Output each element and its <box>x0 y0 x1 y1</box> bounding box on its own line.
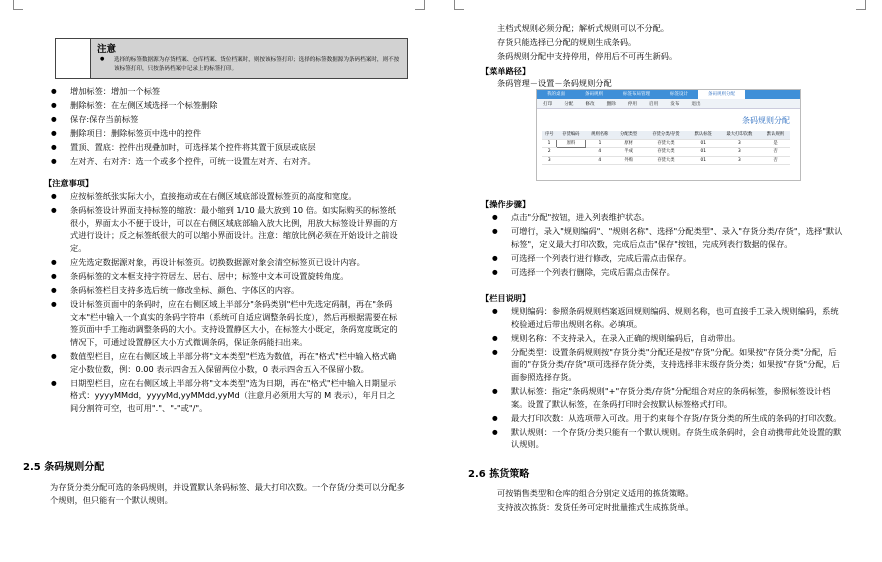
list-item: ● 增加标签：增加一个标签 <box>48 85 418 98</box>
table-row[interactable] <box>542 148 790 157</box>
list-item: ● 可选择一个列表行进行修改，完成后需点击保存。 <box>489 252 844 265</box>
list-item: ● 应按标签纸张实际大小，直接拖动或在右侧区域底部设置标签页的高度和宽度。 <box>48 190 398 203</box>
cell: 4 <box>585 156 614 165</box>
cell: 4 <box>585 148 614 157</box>
list-item: ● 删除项目：删除标签页中选中的控件 <box>48 127 418 140</box>
cell <box>556 156 585 165</box>
cell: 3 <box>718 148 761 157</box>
list-item: ● 数值型栏目，应在右侧区域上半部分将"文本类型"栏选为数值，再在"格式"栏中输入格式确定小数位数，例：0.00 表示四舍五入保留两位小数，0 表示四舍五入不保留小数。 <box>48 350 398 375</box>
cell: 外购 <box>614 156 643 165</box>
column-header[interactable]: 存货分类/存货 <box>643 131 689 139</box>
crop-mark <box>415 0 425 10</box>
list-item: ● 默认规则：一个存货/分类只能有一个默认规则。存货生成条码时，会自动携带此处设置的默认规则。 <box>489 426 844 451</box>
note-box <box>55 38 408 79</box>
section-2-6-line: 可按销售类型和仓库的组合分别定义适用的拣货策略。 <box>497 488 694 498</box>
cell: 3 <box>718 139 761 148</box>
note-icon-area <box>56 39 91 78</box>
section-2-6-line: 支持波次拣货：发货任务可定时批量推式生成拣货单。 <box>497 502 694 512</box>
list-item: ● 日期型栏目，应在右侧区域上半部分将"文本类型"选为日期，再在"格式"栏中输入日期显示格式：yyyyMMdd，yyyyMd,yyMMdd,yyMd（注意月必须用大写的 M 表示），年月日之间分割符可空，也可用"."、"-"或"/"。 <box>48 377 398 415</box>
list-item: ● 最大打印次数：从选项带入可改。用于约束每个存货/存货分类的所生成的条码的打印次数。 <box>489 412 844 425</box>
list-item: ● 规则名称：不支持录入，在录入正确的规则编码后，自动带出。 <box>489 332 844 345</box>
toolbar-function-list <box>48 85 418 170</box>
enable-button[interactable]: 启用 <box>649 101 659 107</box>
edit-button[interactable]: 修改 <box>585 101 595 107</box>
list-item: ● 置顶、置底：控件出现叠加时，可选择某个控件将其置于顶层或底层 <box>48 141 418 154</box>
assign-button[interactable]: 分配 <box>564 101 574 107</box>
crop-mark <box>13 0 23 10</box>
delete-button[interactable]: 删除 <box>606 101 616 107</box>
column-header[interactable]: 规则名称 <box>585 131 614 139</box>
cell: 2 <box>542 148 556 157</box>
right-page <box>441 0 882 562</box>
list-item: ● 条码标签设计界面支持标签的缩放：最小缩到 1/10 最大放到 10 倍。如实际购买的标签纸很小，界面太小不便于设计，可以在右侧区域底部输入放大比例，用放大标签设计界面的方式进行设计；反之标签纸很大的可以缩小界面设计。注意：缩放比例必须在开始设计之前设定。 <box>48 204 398 254</box>
table-row[interactable] <box>542 156 790 165</box>
cell: 1 <box>585 139 614 148</box>
column-header[interactable]: 存货编码 <box>556 131 585 139</box>
list-item: ● 可选择一个列表行删除，完成后需点击保存。 <box>489 266 844 279</box>
intro-line: 主档式规则必须分配；解析式规则可以不分配。 <box>497 23 669 33</box>
column-desc-list <box>489 305 844 453</box>
column-desc-header: 【栏目说明】 <box>481 293 531 303</box>
cell: 01 <box>689 156 718 165</box>
app-toolbar <box>537 99 800 109</box>
section-title-2-5: 2.5 条码规则分配 <box>23 462 105 473</box>
menu-path: 条码管理－设置－条码规则分配 <box>497 78 612 88</box>
tab-desktop[interactable]: 我的桌面 <box>547 92 565 97</box>
rule-table <box>542 131 790 165</box>
cell: 01 <box>689 139 718 148</box>
app-page-title: 条码规则分配 <box>742 116 790 125</box>
cell: 存货大类 <box>643 139 689 148</box>
cell: 否 <box>761 148 790 157</box>
publish-button[interactable]: 发布 <box>670 101 680 107</box>
list-item: ● 规则编码：参照条码规则档案返回规则编码、规则名称，也可直接手工录入规则编码，系统校验通过后带出规则名称。必填项。 <box>489 305 844 330</box>
exit-button[interactable]: 退出 <box>691 101 701 107</box>
list-item: ● 设计标签页面中的条码时，应在右侧区域上半部分"条码类别"栏中先选定码制，再在"条码文本"栏中输入一个真实的条码字符串（系统可自适应调整条码长度），然后再根据需要在标签页面中手工拖动调整条码的大小。支持设置静区大小，在标签大小既定，条码宽度既定的情况下，可通过设置静区大小方式微调条码，保证条码能扫出来。 <box>48 298 398 348</box>
column-header[interactable]: 最大打印次数 <box>718 131 761 139</box>
disable-button[interactable]: 停用 <box>627 101 638 107</box>
bullet-icon: ● <box>100 56 105 62</box>
list-item: ● 分配类型：设置条码规则按"存货分类"分配还是按"存货"分配。如果按"存货分类"分配，后面的"存货分类/存货"项可选择存货分类，支持选择非末级存货分类；如果按"存货"分配，后面参照选择存货。 <box>489 346 844 384</box>
app-title-bar <box>537 109 800 131</box>
operation-header: 【操作步骤】 <box>481 199 531 209</box>
note-title: 注意 <box>97 44 117 55</box>
section-2-5-body: 为存货分类分配可选的条码规则，并设置默认条码标签、最大打印次数。一个存货/分类可以分配多个规则，但只能有一个默认规则。 <box>50 482 405 505</box>
cell: 半成 <box>614 148 643 157</box>
table-header-row <box>542 131 790 139</box>
tab-label-design[interactable]: 标签设计 <box>670 92 688 97</box>
section-title-2-6: 2.6 拣货策略 <box>468 469 530 480</box>
list-item: ● 可增行，录入"规则编码"、"规则名称"、选择"分配类型"、录入"存货分类/存货"，选择"默认标签"，定义最大打印次数，完成后点击"保存"按钮，完成列表行数据的保存。 <box>489 225 844 250</box>
note-body: 选择的标签数据源为存货档案、仓库档案、货位档案时，则按该标签打印；选择的标签数据源为条码档案时，则不按该标签打印，只按条码档案中记录上的标签打印。 <box>114 57 400 72</box>
column-header[interactable]: 默认标签 <box>689 131 718 139</box>
cell: 3 <box>718 156 761 165</box>
cell: 3 <box>542 156 556 165</box>
app-tab-bar <box>537 90 800 99</box>
tab-rule-assign[interactable]: 条码规则分配 <box>698 90 745 99</box>
list-item: ● 左对齐、右对齐：选一个或多个控件，可统一设置左对齐、右对齐。 <box>48 155 418 168</box>
list-item: ● 默认标签：指定"条码规则"+"存货分类/存货"分配组合对应的条码标签，参照标签设计档案。设置了默认标签，在条码打印时会按默认标签格式打印。 <box>489 385 844 410</box>
column-header[interactable]: 序号 <box>542 131 556 139</box>
list-item: ● 应先选定数据源对象，再设计标签页。切换数据源对象会清空标签页已设计内容。 <box>48 256 398 269</box>
crop-mark <box>856 0 866 10</box>
cell[interactable]: 原料 <box>556 139 585 148</box>
list-item: ● 条码标签栏目支持多选后统一修改坐标、颜色、字体区的内容。 <box>48 284 398 297</box>
barcode-rule-screenshot <box>536 89 801 181</box>
attention-list <box>48 190 398 416</box>
attention-header: 【注意事项】 <box>44 178 94 188</box>
tab-barcode-rule[interactable]: 条码规则 <box>585 92 603 97</box>
cell: 01 <box>689 148 718 157</box>
list-item: ● 点击"分配"按钮，进入列表维护状态。 <box>489 211 844 224</box>
tab-label-layout[interactable]: 标签布局管理 <box>623 92 650 97</box>
column-header[interactable]: 分配类型 <box>614 131 643 139</box>
list-item: ● 保存:保存当前标签 <box>48 113 418 126</box>
cell: 是 <box>761 139 790 148</box>
table-row[interactable] <box>542 139 790 148</box>
cell: 否 <box>761 156 790 165</box>
operation-list <box>489 211 844 280</box>
crop-mark <box>454 0 464 10</box>
cell: 存货大类 <box>643 148 689 157</box>
cell: 1 <box>542 139 556 148</box>
column-header[interactable]: 默认规则 <box>761 131 790 139</box>
list-item: ● 删除标签：在左侧区域选择一个标签删除 <box>48 99 418 112</box>
intro-line: 存货只能选择已分配的规则生成条码。 <box>497 37 637 47</box>
cell <box>556 148 585 157</box>
cell: 存货大类 <box>643 156 689 165</box>
intro-line: 条码规则分配中支持停用，停用后不可再生新码。 <box>497 51 678 61</box>
cell: 原材 <box>614 139 643 148</box>
print-button[interactable]: 打印 <box>543 101 553 107</box>
menu-path-header: 【菜单路径】 <box>481 66 531 76</box>
list-item: ● 条码标签的文本框支持字符居左、居右、居中；标签中文本可设置旋转角度。 <box>48 270 398 283</box>
